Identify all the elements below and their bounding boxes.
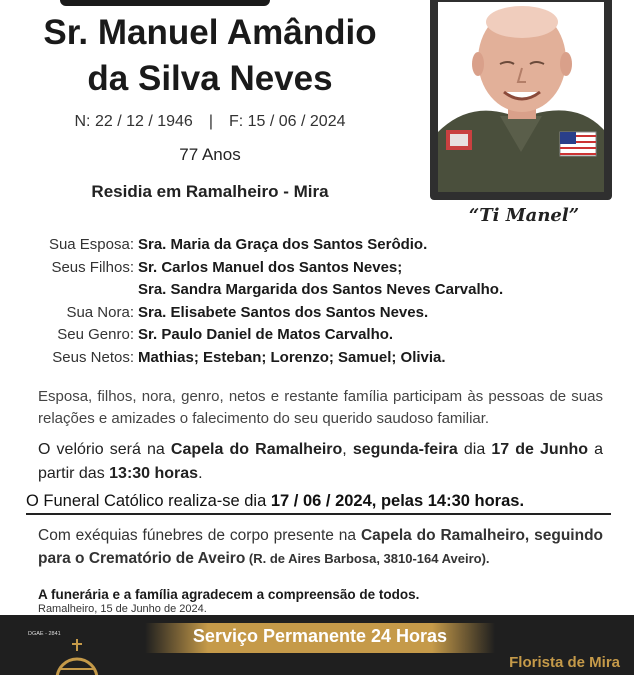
relative-name: Mathias; Esteban; Lorenzo; Samuel; Olivia.	[138, 348, 446, 366]
wake-text-part: O velório será na	[38, 441, 171, 458]
service-text: Serviço Permanente 24 Horas	[192, 626, 448, 646]
family-row	[24, 324, 503, 347]
family-row	[24, 234, 503, 257]
wake-text	[38, 438, 603, 486]
nickname: “Ti Manel”	[468, 205, 580, 226]
portrait-image	[438, 2, 604, 192]
life-dates	[20, 113, 400, 131]
wake-text-part: dia	[457, 441, 492, 458]
date-separator: |	[208, 113, 213, 130]
deceased-name	[20, 10, 400, 102]
relation-label: Seus Filhos:	[51, 258, 134, 276]
funeral-text-part: O Funeral Católico realiza-se dia	[26, 492, 271, 510]
age: 77 Anos	[179, 145, 241, 164]
name-line-2: da Silva Neves	[87, 59, 333, 98]
wake-day: segunda-feira	[352, 441, 458, 458]
footer	[0, 615, 634, 675]
relation-label: Seus Netos:	[52, 348, 134, 366]
relation-label: Sua Nora:	[66, 303, 134, 321]
funeral-date-time: 17 / 06 / 2024, pelas 14:30 horas.	[270, 492, 525, 510]
funeral-home-logo-icon	[55, 639, 99, 675]
wake-time: 13:30 horas	[109, 465, 199, 482]
exequies-destination: , seguindo para o Crematório de Aveiro	[38, 527, 604, 567]
relation-label: Seu Genro:	[57, 326, 134, 343]
family-list	[24, 234, 503, 369]
relative-name: Sr. Paulo Daniel de Matos Carvalho.	[138, 326, 394, 343]
funeral-underline	[26, 513, 611, 515]
relation-label: Sua Esposa:	[48, 236, 134, 253]
brand-name: Florista de Mira	[509, 654, 620, 671]
crematorium-address: (R. de Aires Barbosa, 3810-164 Aveiro).	[245, 551, 490, 566]
announcement-text: Esposa, filhos, nora, genro, netos e restante família participam às pessoas de suas relações e amizades o falecimento do seu querido saudoso familiar.	[38, 388, 603, 427]
family-row	[24, 257, 503, 280]
relative-name: Sra. Sandra Margarida dos Santos Neves Carvalho.	[138, 281, 504, 298]
license-code: DGAE - 2841	[28, 631, 61, 637]
funeral-text	[26, 492, 611, 511]
exequies-place: Capela do Ramalheiro	[360, 527, 525, 544]
exequies-text	[38, 524, 603, 570]
family-row	[24, 279, 503, 302]
relative-name: Sra. Elisabete Santos dos Santos Neves.	[138, 303, 429, 321]
portrait-frame	[430, 0, 612, 200]
birth-date: N: 22 / 12 / 1946	[74, 113, 193, 130]
wake-text-part: .	[198, 465, 203, 482]
header-tab	[60, 0, 270, 6]
relation-label	[24, 279, 138, 302]
relative-name: Sr. Carlos Manuel dos Santos Neves;	[138, 258, 403, 276]
wake-place: Capela do Ramalheiro	[170, 441, 343, 458]
wake-text-part: ,	[342, 441, 353, 458]
wake-date: 17 de Junho	[491, 441, 589, 458]
family-row	[24, 302, 503, 325]
wake-text-part: a partir das	[38, 441, 604, 482]
family-row	[24, 347, 503, 370]
thanks-text: A funerária e a família agradecem a compreensão de todos.	[38, 587, 420, 602]
death-date: F: 15 / 06 / 2024	[228, 113, 346, 130]
place-date: Ramalheiro, 15 de Junho de 2024.	[38, 603, 207, 615]
name-line-1: Sr. Manuel Amândio	[43, 13, 377, 52]
relative-name: Sra. Maria da Graça dos Santos Serôdio.	[138, 236, 428, 253]
exequies-text-part: Com exéquias fúnebres de corpo presente na	[38, 527, 361, 544]
residence: Residia em Ramalheiro - Mira	[91, 182, 329, 201]
portrait-photo	[438, 2, 604, 192]
